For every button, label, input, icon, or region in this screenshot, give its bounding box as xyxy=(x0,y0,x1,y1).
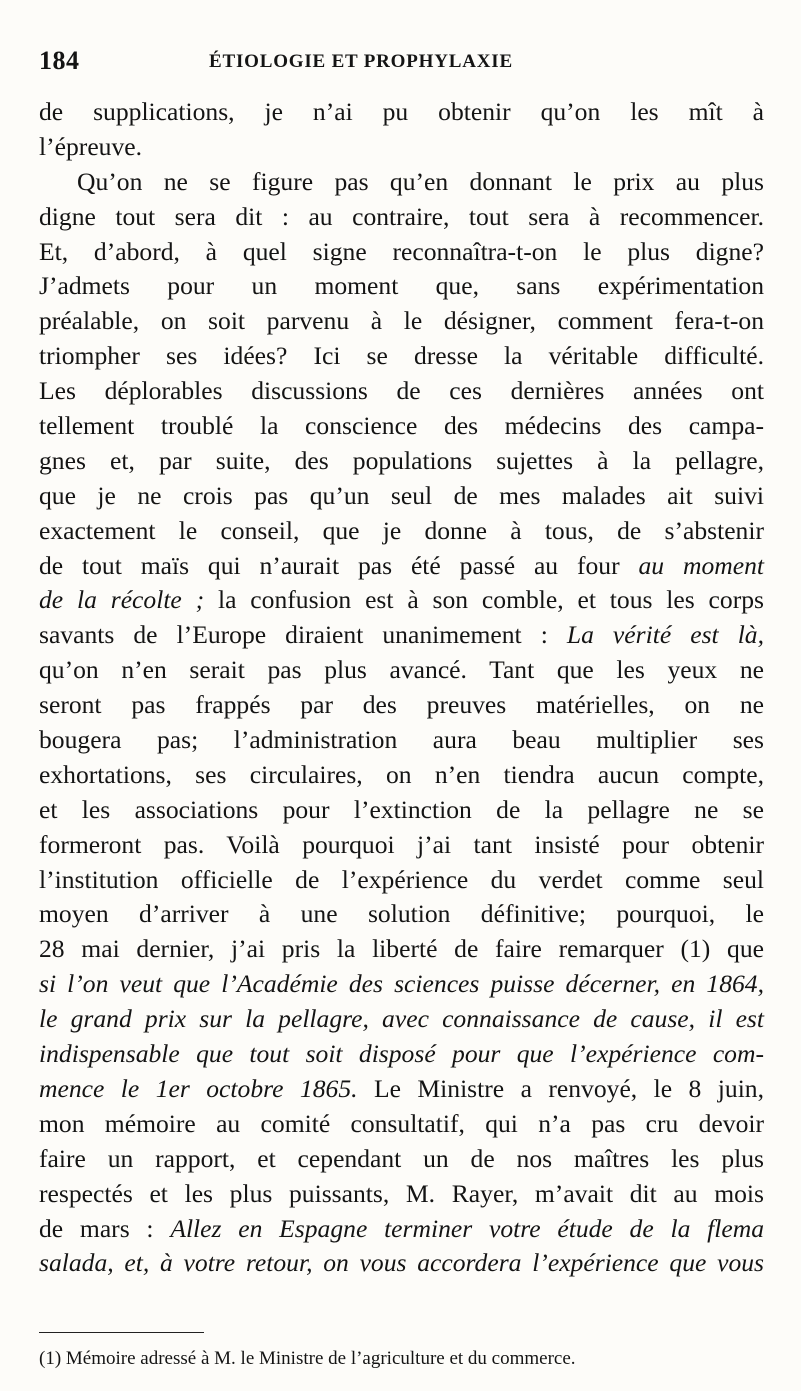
text-segment: moyen d’arriver à une solution définitive; pourquoi, le xyxy=(39,899,764,929)
italic-text: de la récolte ; xyxy=(39,585,205,615)
text-line xyxy=(39,653,764,688)
text-line xyxy=(39,95,764,130)
text-segment: Les déplorables discussions de ces dernières années ont xyxy=(39,376,764,406)
text-segment: faire un rapport, et cependant un de nos maîtres les plus xyxy=(39,1143,764,1173)
text-segment: respectés et les plus puissants, M. Rayer, m’avait dit au mois xyxy=(39,1178,764,1208)
text-line xyxy=(39,688,764,723)
text-segment: tellement troublé la conscience des médecins des campa- xyxy=(39,411,764,441)
footnote-rule xyxy=(39,1332,204,1333)
text-line xyxy=(39,409,764,444)
footnote: (1) Mémoire adressé à M. le Ministre de l’agriculture et du commerce. xyxy=(39,1348,576,1369)
text-line xyxy=(39,479,764,514)
italic-text: La vérité est là, xyxy=(566,620,764,650)
text-segment: J’admets pour un moment que, sans expérimentation xyxy=(39,271,764,301)
text-line xyxy=(39,269,764,304)
text-segment: seront pas frappés par des preuves matérielles, on ne xyxy=(39,690,764,720)
text-line xyxy=(39,1072,764,1107)
page-header xyxy=(39,46,759,86)
text-line xyxy=(39,1107,764,1142)
text-line xyxy=(39,932,764,967)
text-line xyxy=(39,1037,764,1072)
body-text xyxy=(39,95,764,1281)
text-line xyxy=(39,583,764,618)
text-line xyxy=(39,863,764,898)
italic-text: mence le 1er octobre 1865. xyxy=(39,1073,358,1103)
text-line xyxy=(39,549,764,584)
text-segment: gnes et, par suite, des populations sujettes à la pellagre, xyxy=(39,445,764,475)
text-line xyxy=(39,339,764,374)
text-segment: de supplications, je n’ai pu obtenir qu’on les mît à xyxy=(39,97,764,126)
text-line xyxy=(39,1002,764,1037)
text-segment: formeront pas. Voilà pourquoi j’ai tant insisté pour obtenir xyxy=(39,829,764,859)
text-segment: mon mémoire au comité consultatif, qui n’a pas cru devoir xyxy=(39,1108,764,1138)
text-segment: bougera pas; l’administration aura beau multiplier ses xyxy=(39,725,764,755)
text-segment: digne tout sera dit : au contraire, tout sera à recommencer. xyxy=(39,201,764,231)
text-line xyxy=(39,1246,764,1281)
text-line xyxy=(39,618,764,653)
text-line xyxy=(39,1142,764,1177)
text-line xyxy=(39,200,764,235)
text-segment: triompher ses idées? Ici se dresse la véritable difficulté. xyxy=(39,341,764,371)
text-line xyxy=(39,165,764,200)
text-line xyxy=(39,304,764,339)
text-line xyxy=(39,723,764,758)
text-line xyxy=(39,130,764,165)
italic-text: le grand prix sur la pellagre, avec connaissance de cause, il est xyxy=(39,1004,764,1034)
text-segment: l’institution officielle de l’expérience du verdet comme seul xyxy=(39,864,764,894)
text-segment: exactement le conseil, que je donne à tous, de s’abstenir xyxy=(39,515,764,545)
italic-text: indispensable que tout soit disposé pour que l’expérience com- xyxy=(39,1039,764,1069)
text-segment: l’épreuve. xyxy=(39,131,143,161)
text-line xyxy=(39,444,764,479)
text-line xyxy=(39,793,764,828)
text-line xyxy=(39,235,764,270)
italic-text: Allez en Espagne terminer votre étude de la flema xyxy=(170,1213,764,1243)
text-segment: de tout maïs qui n’aurait pas été passé au four xyxy=(39,550,639,580)
running-title: ÉTIOLOGIE ET PROPHYLAXIE xyxy=(209,51,513,72)
italic-text: si l’on veut que l’Académie des sciences puisse décerner, en 1864, xyxy=(39,969,764,999)
text-line xyxy=(39,514,764,549)
page-number: 184 xyxy=(39,46,80,75)
text-segment: et les associations pour l’extinction de la pellagre ne se xyxy=(39,794,764,824)
text-line xyxy=(39,1177,764,1212)
text-line xyxy=(39,897,764,932)
text-segment: Et, d’abord, à quel signe reconnaîtra-t-on le plus digne? xyxy=(39,236,764,266)
text-segment: 28 mai dernier, j’ai pris la liberté de faire remarquer (1) que xyxy=(39,934,764,964)
text-line xyxy=(39,828,764,863)
text-line xyxy=(39,1212,764,1247)
text-segment: exhortations, ses circulaires, on n’en tiendra aucun compte, xyxy=(39,759,764,789)
text-segment: Qu’on ne se figure pas qu’en donnant le prix au plus xyxy=(77,166,764,196)
italic-text: salada, et, à votre retour, on vous accordera l’expérience que vous xyxy=(39,1248,764,1278)
text-line xyxy=(39,758,764,793)
text-segment: la confusion est à son comble, et tous les corps xyxy=(204,585,764,615)
text-segment: préalable, on soit parvenu à le désigner, comment fera-t-on xyxy=(39,306,764,336)
italic-text: au moment xyxy=(638,550,764,580)
text-segment: de mars : xyxy=(39,1213,171,1243)
text-segment: qu’on n’en serait pas plus avancé. Tant que les yeux ne xyxy=(39,655,764,685)
text-line xyxy=(39,374,764,409)
text-line xyxy=(39,967,764,1002)
text-segment: que je ne crois pas qu’un seul de mes malades ait suivi xyxy=(39,480,764,510)
text-segment: savants de l’Europe diraient unanimement : xyxy=(39,620,567,650)
text-segment: Le Ministre a renvoyé, le 8 juin, xyxy=(357,1073,765,1103)
